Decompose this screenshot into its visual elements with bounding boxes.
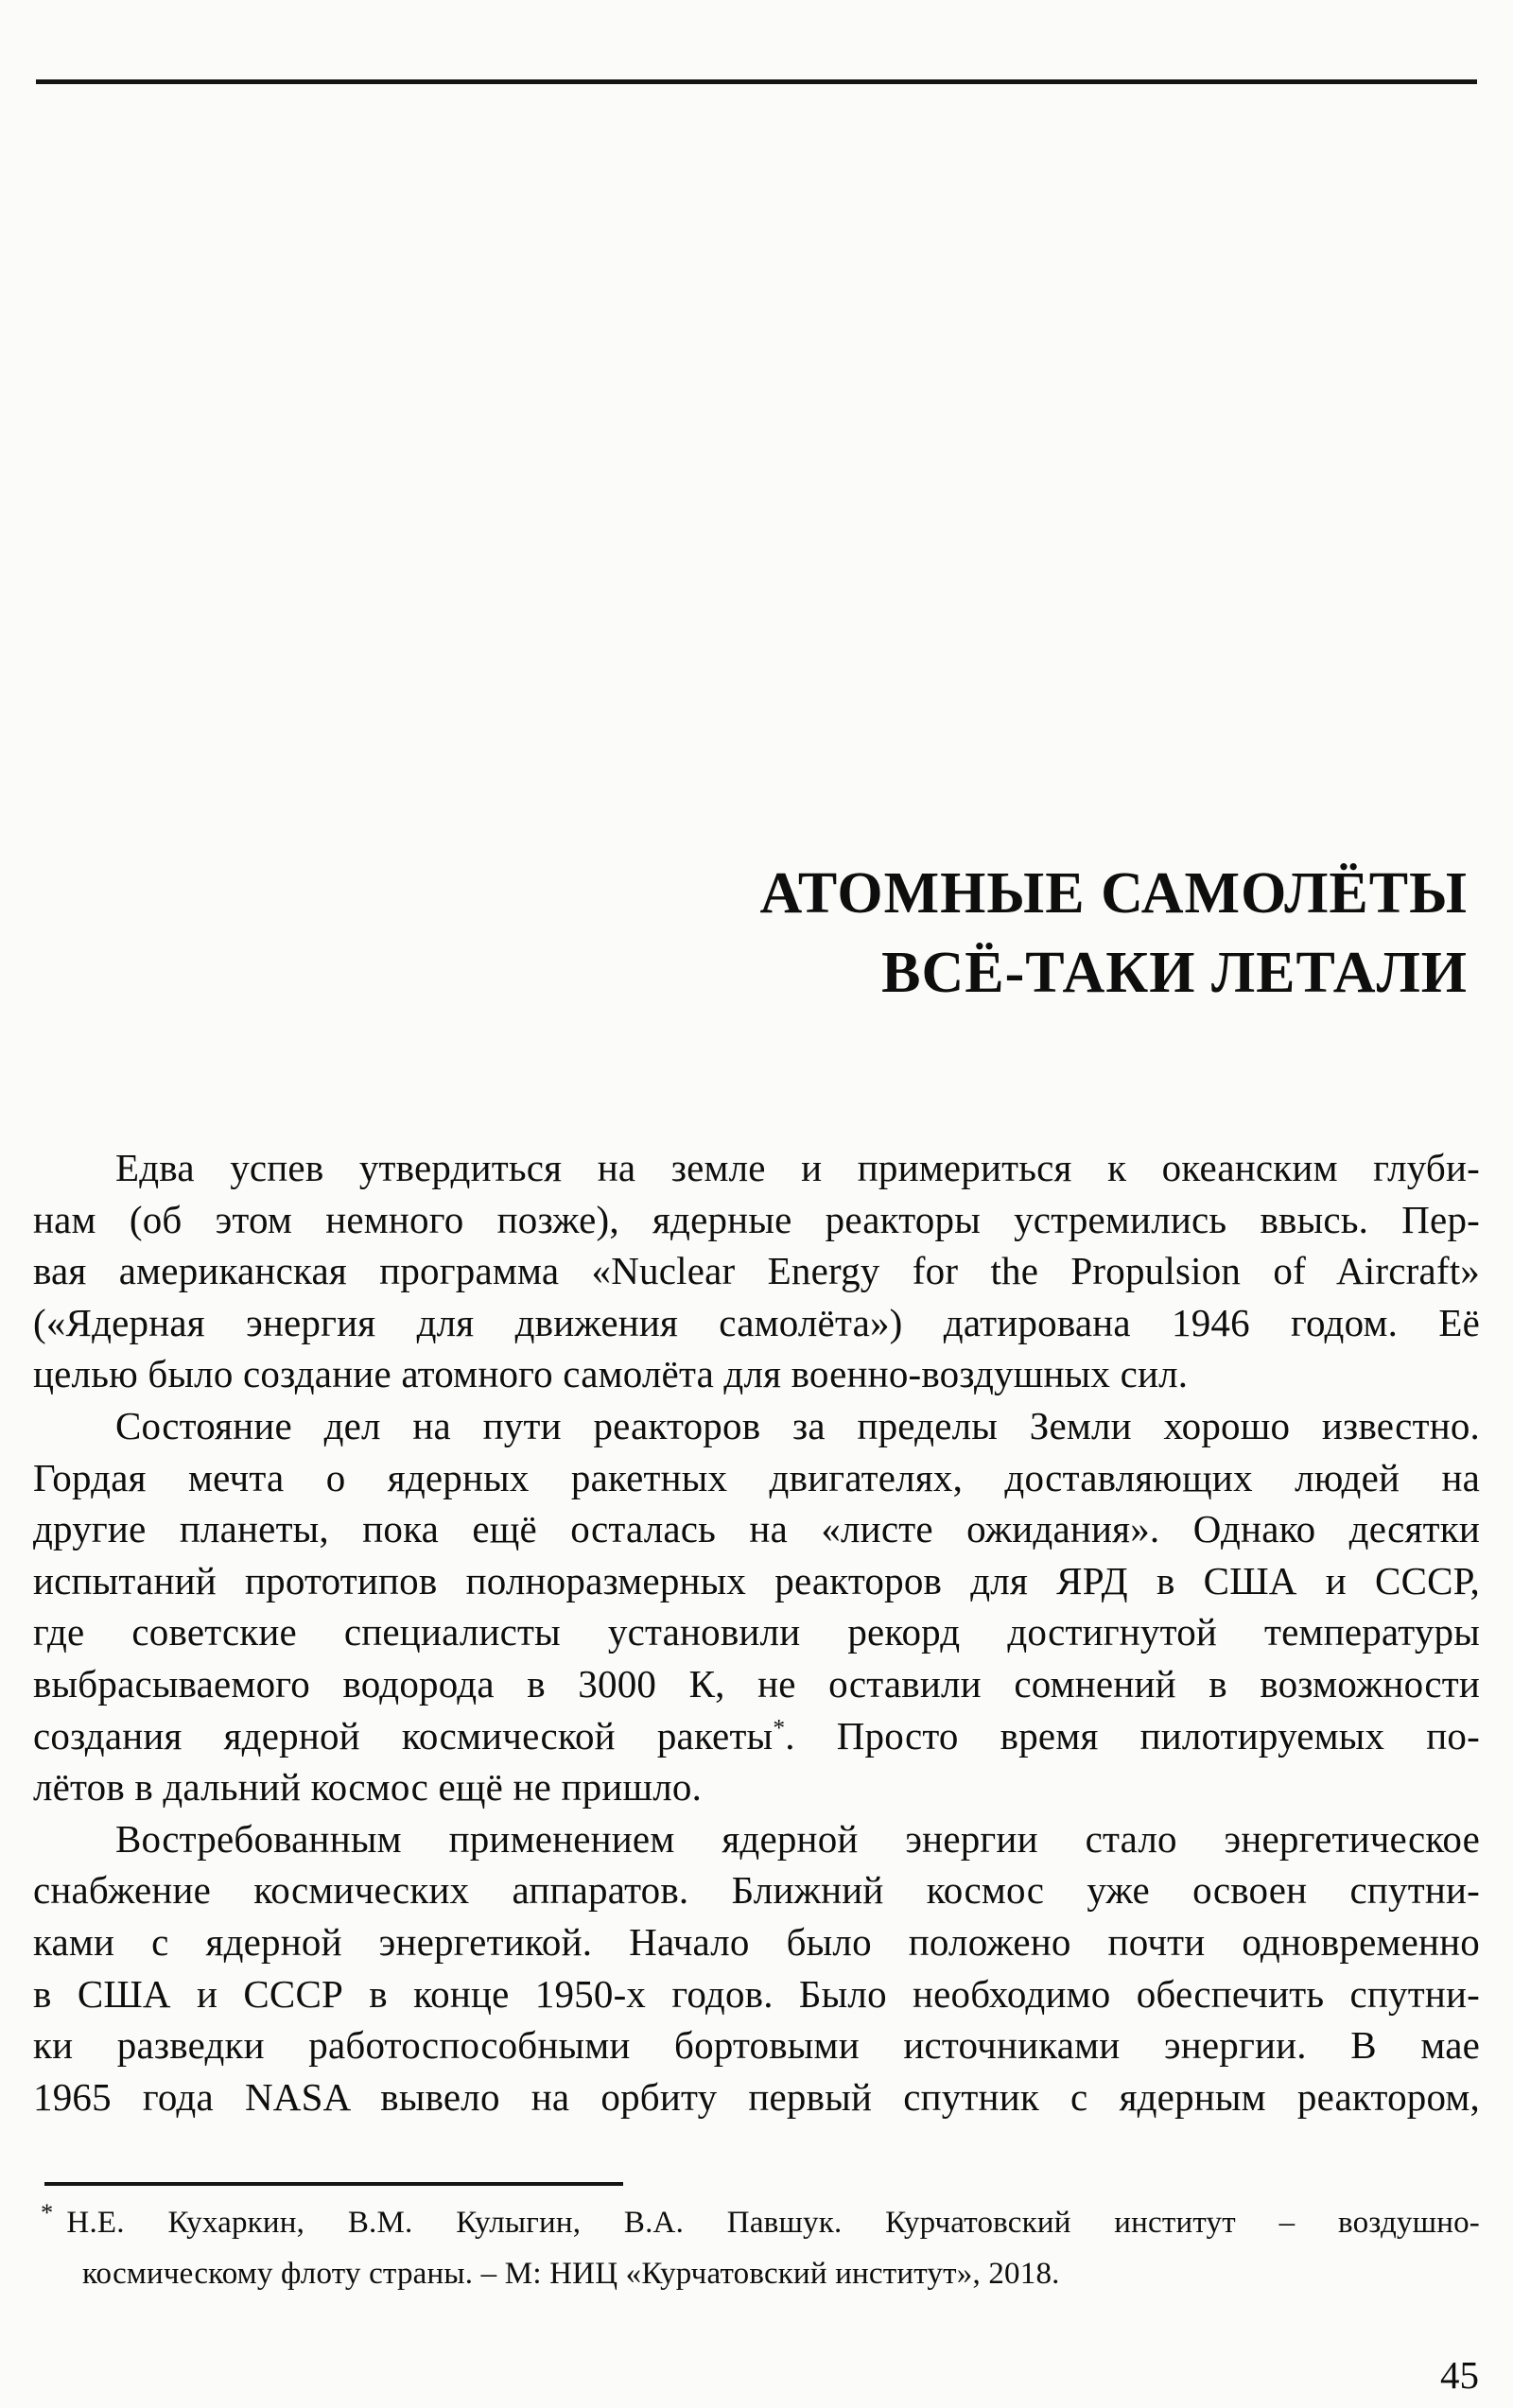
footnote bbox=[33, 2197, 1480, 2299]
text-line: Состояние дел на пути реакторов за пределы Земли хорошо известно. bbox=[115, 1403, 1480, 1447]
text-line: вая американская программа «Nuclear Energy for the Propulsion of Aircraft» bbox=[33, 1249, 1480, 1293]
text-line: другие планеты, пока ещё осталась на «листе ожидания». Однако десятки bbox=[33, 1507, 1480, 1551]
text-line: снабжение космических аппаратов. Ближний космос уже освоен спутни- bbox=[33, 1868, 1480, 1913]
text-line: целью было создание атомного самолёта для военно-воздушных сил. bbox=[33, 1352, 1189, 1396]
text-line: выбрасываемого водорода в 3000 К, не оставили сомнений в возможности bbox=[33, 1661, 1480, 1706]
footnote-line: космическому флоту страны. – М: НИЦ «Курчатовский институт», 2018. bbox=[82, 2257, 1060, 2291]
header-rule bbox=[36, 79, 1477, 84]
footnote-line: * Н.Е. Кухаркин, В.М. Кулыгин, В.А. Павшук. Курчатовский институт – воздушно- bbox=[41, 2198, 1480, 2240]
chapter-title-line-1: АТОМНЫЕ САМОЛЁТЫ bbox=[759, 861, 1468, 926]
page-number: 45 bbox=[1440, 2353, 1479, 2397]
footnote-ref-marker: * bbox=[773, 1713, 786, 1741]
text-line: нам (об этом немного позже), ядерные реакторы устремились ввысь. Пер- bbox=[33, 1197, 1480, 1241]
text-line: создания ядерной космической ракеты*. Просто время пилотируемых по- bbox=[33, 1713, 1480, 1758]
text-line: Востребованным применением ядерной энергии стало энергетическое bbox=[115, 1816, 1480, 1861]
paragraph bbox=[33, 1813, 1480, 2123]
text-line: («Ядерная энергия для движения самолёта») датирована 1946 годом. Её bbox=[33, 1300, 1480, 1344]
text-line: ками с ядерной энергетикой. Начало было положено почти одновременно bbox=[33, 1919, 1480, 1964]
chapter-title bbox=[95, 854, 1468, 1013]
text-line: лётов в дальний космос ещё не пришло. bbox=[33, 1765, 703, 1810]
paragraph bbox=[33, 1400, 1480, 1813]
text-line: ки разведки работоспособными бортовыми источниками энергии. В мае bbox=[33, 2023, 1480, 2068]
footnote-marker: * bbox=[41, 2198, 54, 2226]
text-line: в США и СССР в конце 1950-х годов. Было необходимо обеспечить спутни- bbox=[33, 1971, 1480, 2016]
chapter-title-line-2: ВСЁ-ТАКИ ЛЕТАЛИ bbox=[881, 941, 1468, 1005]
text-line: 1965 года NASA вывело на орбиту первый спутник с ядерным реактором, bbox=[33, 2074, 1480, 2119]
text-line: Гордая мечта о ядерных ракетных двигателях, доставляющих людей на bbox=[33, 1455, 1480, 1499]
paragraph bbox=[33, 1142, 1480, 1400]
footnote-rule bbox=[44, 2182, 623, 2186]
text-line: где советские специалисты установили рекорд достигнутой температуры bbox=[33, 1610, 1480, 1654]
text-line: Едва успев утвердиться на земле и примериться к океанским глуби- bbox=[115, 1146, 1480, 1189]
text-line: испытаний прототипов полноразмерных реакторов для ЯРД в США и СССР, bbox=[33, 1558, 1480, 1602]
body-text bbox=[33, 1142, 1480, 2122]
